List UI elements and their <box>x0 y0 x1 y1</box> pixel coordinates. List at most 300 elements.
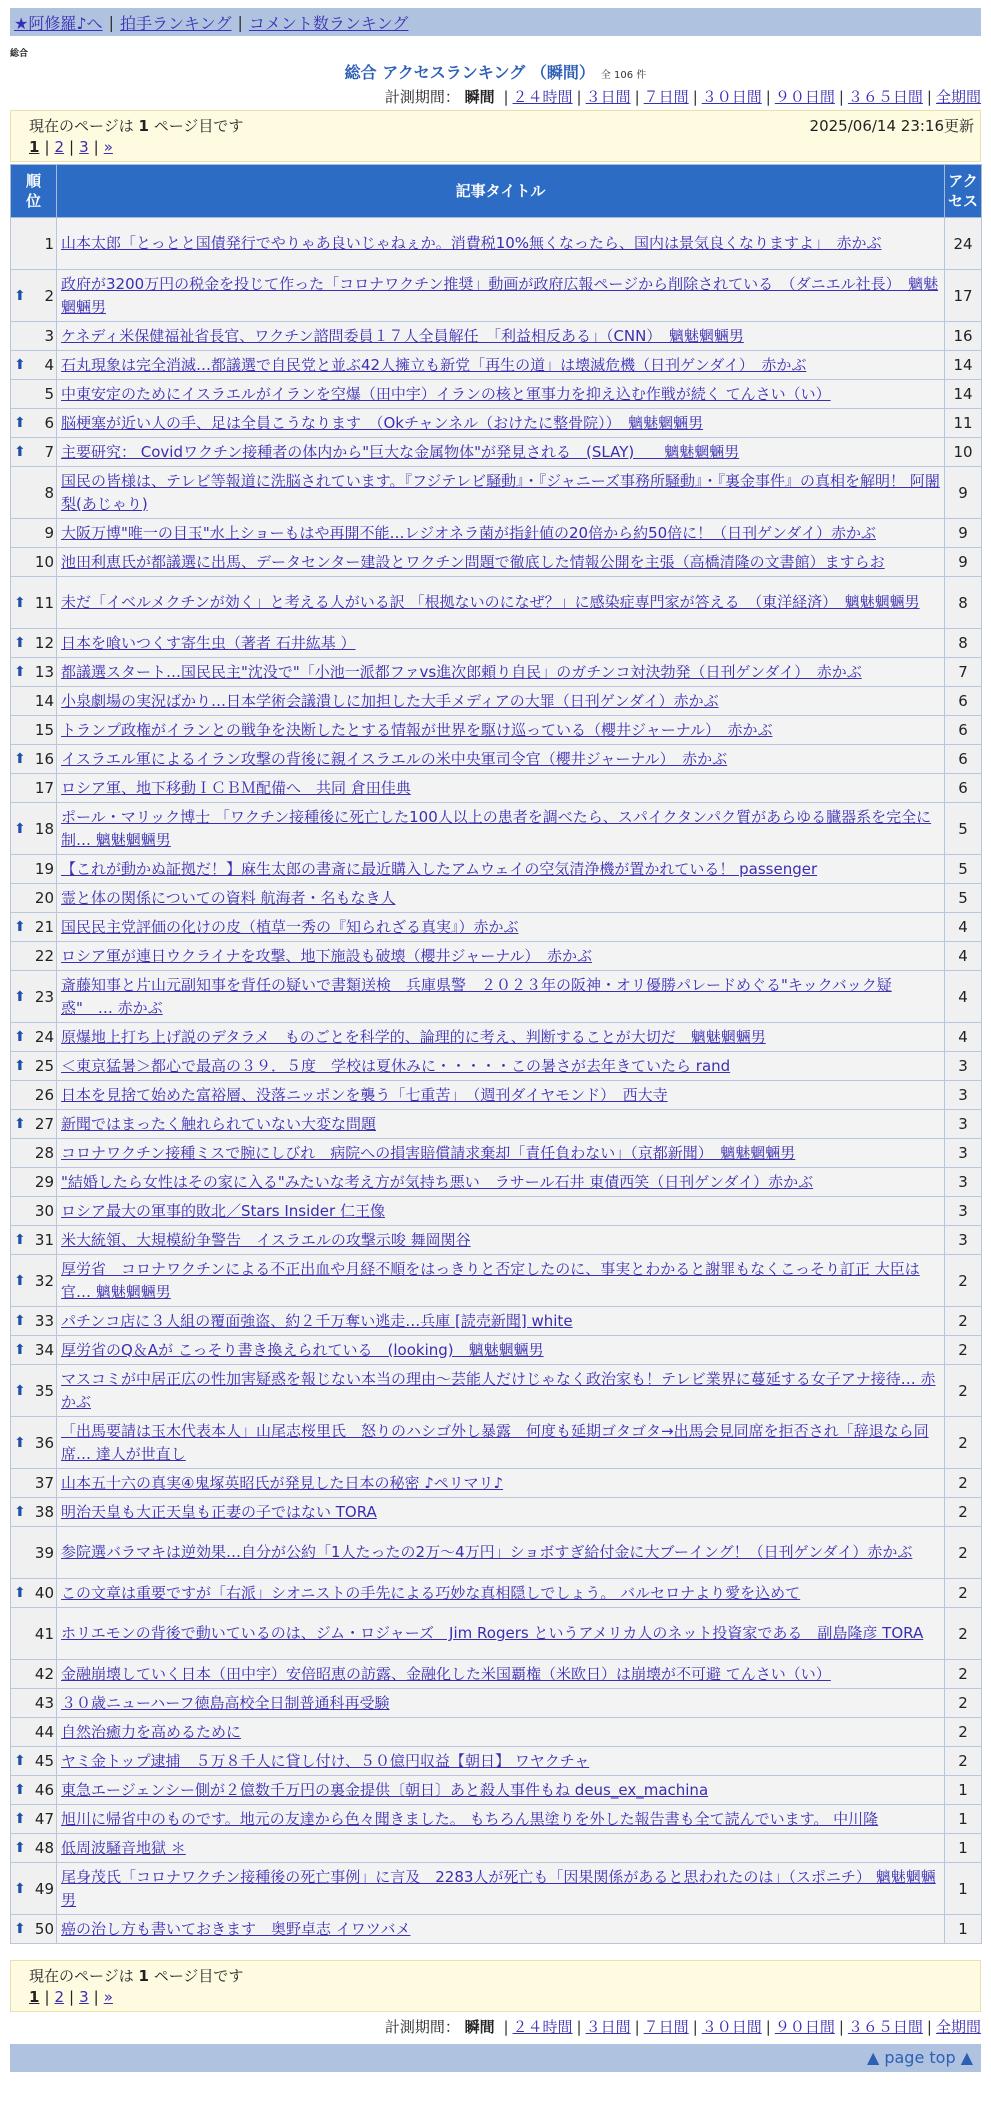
access-count: 2 <box>945 1608 982 1660</box>
page-info-top <box>10 110 981 162</box>
title-cell <box>57 1307 945 1336</box>
article-title-link[interactable]: "結婚したら女性はその家に入る"みたいな考え方が気持ち悪い ラサール石井 東債西笑（日刊ゲンダイ）赤かぶ <box>61 1172 814 1191</box>
up-arrow-icon: ⬆ <box>14 357 26 373</box>
up-arrow-icon: ⬆ <box>14 1313 26 1329</box>
rank-number: 13 <box>34 663 54 681</box>
article-title-link[interactable]: 池田利恵氏が都議選に出馬、データセンター建設とワクチン問題で徹底した情報公開を主張（高橋清隆の文書館）ますらお <box>61 552 885 571</box>
rank-number: 49 <box>34 1879 54 1898</box>
rank-cell <box>11 1168 57 1197</box>
rank-number: 26 <box>34 1086 54 1104</box>
rank-cell <box>11 1608 57 1660</box>
rank-cell <box>11 519 57 548</box>
rank-cell <box>11 1805 57 1834</box>
rank-cell <box>11 322 57 351</box>
period-separator: | <box>838 2018 844 2036</box>
ranking-table <box>10 164 982 1944</box>
access-count: 6 <box>945 687 982 716</box>
access-count: 1 <box>945 1805 982 1834</box>
rank-cell <box>11 1226 57 1255</box>
rank-cell <box>11 1336 57 1365</box>
access-count: 16 <box>945 322 982 351</box>
column-header-access <box>945 165 982 218</box>
rank-cell <box>11 1834 57 1863</box>
access-count: 4 <box>945 913 982 942</box>
title-cell <box>57 519 945 548</box>
article-title-link[interactable]: 山本五十六の真実④鬼塚英昭氏が発見した日本の秘密 ♪ペリマリ♪ <box>61 1473 504 1492</box>
period-option-link[interactable]: ９０日間 <box>774 88 835 106</box>
title-cell <box>57 270 945 322</box>
access-count: 17 <box>945 270 982 322</box>
title-cell <box>57 884 945 913</box>
title-cell <box>57 716 945 745</box>
table-row <box>11 1608 982 1660</box>
title-cell <box>57 1365 945 1417</box>
table-row <box>11 1689 982 1718</box>
rank-cell <box>11 1527 57 1579</box>
article-title-link[interactable]: この文章は重要ですが「右派」シオニストの手先による巧妙な真相隠しでしょう。 バルセロナより愛を込めて <box>61 1583 801 1602</box>
period-option-link[interactable]: ３日間 <box>585 2018 631 2036</box>
article-title-link[interactable]: 未だ「イベルメクチンが効く」と考える人がいる訳 「根拠ないのになぜ？」に感染症専門家が答える （東洋経済） 魑魅魍魎男 <box>61 593 920 611</box>
access-count: 1 <box>945 1834 982 1863</box>
table-row <box>11 1139 982 1168</box>
updated-timestamp: 2025/06/14 23:16更新 <box>809 117 974 135</box>
article-title-link[interactable]: 都議選スタート…国民民主"沈没で"「小池一派都ファvs進次郎頼り自民」のガチンコ対決勃発（日刊ゲンダイ） 赤かぶ <box>61 662 862 681</box>
access-count: 3 <box>945 1168 982 1197</box>
period-option-link[interactable]: ３６５日間 <box>847 88 923 106</box>
rank-number: 41 <box>34 1624 54 1643</box>
title-cell <box>57 1747 945 1776</box>
access-count: 3 <box>945 1052 982 1081</box>
article-title-link[interactable]: 山本太郎「とっとと国債発行でやりゃあ良いじゃねぇか。消費税10%無くなったら、国内は景気良くなりますよ」 赤かぶ <box>61 234 882 252</box>
rank-number: 4 <box>44 356 54 374</box>
article-title-link[interactable]: ３０歳ニューハーフ徳島高校全日制普通科再受験 <box>61 1693 390 1712</box>
current-page-suffix: ページ目です <box>153 117 244 135</box>
current-page-text-bottom <box>29 1965 243 1986</box>
up-arrow-icon: ⬆ <box>14 594 26 611</box>
title-cell <box>57 629 945 658</box>
rank-number: 1 <box>44 234 54 253</box>
article-title-link[interactable]: ロシア最大の軍事的敗北／Stars Insider 仁王像 <box>61 1201 385 1220</box>
pager-separator: | <box>93 1988 99 2006</box>
table-row <box>11 351 982 380</box>
rank-number: 19 <box>34 860 54 878</box>
access-count: 2 <box>945 1469 982 1498</box>
title-cell <box>57 1081 945 1110</box>
table-row <box>11 270 982 322</box>
table-row <box>11 1110 982 1139</box>
up-arrow-icon: ⬆ <box>14 1058 26 1074</box>
access-count: 2 <box>945 1579 982 1608</box>
column-header-rank-text: 順位 <box>25 172 41 210</box>
article-title-link[interactable]: ホリエモンの背後で動いているのは、ジム・ロジャーズ Jim Rogers というアメリカ人のネット投資家である 副島隆彦 TORA <box>61 1624 924 1642</box>
title-cell <box>57 548 945 577</box>
article-title-link[interactable]: ロシア軍、地下移動ＩＣＢＭ配備へ 共同 倉田佳典 <box>61 778 411 797</box>
period-option-link[interactable]: ３０日間 <box>701 2018 762 2036</box>
article-title-link[interactable]: 主要研究： Covidワクチン接種者の体内から"巨大な金属物体"が発見される (SLAY) 魑魅魍魎男 <box>61 442 740 461</box>
title-cell <box>57 467 945 519</box>
article-title-link[interactable]: 癌の治し方も書いておきます 奥野卓志 イワツバメ <box>61 1919 411 1938</box>
article-title-link[interactable]: 小泉劇場の実況ばかり…日本学術会議潰しに加担した大手メディアの大罪（日刊ゲンダイ）赤かぶ <box>61 691 719 710</box>
title-cell <box>57 380 945 409</box>
period-separator: | <box>576 2018 582 2036</box>
article-title-link[interactable]: 自然治癒力を高めるために <box>61 1722 242 1741</box>
period-option-link[interactable]: ３６５日間 <box>847 2018 923 2036</box>
article-title-link[interactable]: マスコミが中居正広の性加害疑惑を報じない本当の理由〜芸能人だけじゃなく政治家も！テレビ業界に蔓延する女子アナ接待… 赤かぶ <box>61 1369 936 1411</box>
table-row <box>11 884 982 913</box>
title-cell <box>57 913 945 942</box>
rank-number: 36 <box>34 1433 54 1452</box>
pager-bottom <box>29 1988 113 2006</box>
article-title-link[interactable]: 厚労省 コロナワクチンによる不正出血や月経不順をはっきりと否定したのに、事実とわかると謝罪もなくこっそり訂正 大臣は官… 魑魅魍魎男 <box>61 1259 920 1301</box>
article-title-link[interactable]: 石丸現象は完全消滅…都議選で自民党と並ぶ42人擁立も新党「再生の道」は壊滅危機（日刊ゲンダイ） 赤かぶ <box>61 355 807 374</box>
rank-number: 22 <box>34 947 54 965</box>
rank-number: 7 <box>44 443 54 461</box>
rank-cell <box>11 1365 57 1417</box>
article-title-link[interactable]: ケネディ米保健福祉省長官、ワクチン諮問委員１７人全員解任 「利益相反ある」（CNN） 魑魅魍魎男 <box>61 326 744 345</box>
access-count: 7 <box>945 658 982 687</box>
access-count: 4 <box>945 971 982 1023</box>
table-row <box>11 1023 982 1052</box>
article-title-link[interactable]: 国民の皆様は、テレビ等報道に洗脳されています。『フジテレビ騒動』・『ジャニーズ事務所騒動』・『裏金事件』の真相を解明！ 阿闍梨(あじゃり) <box>61 471 940 513</box>
rank-number: 39 <box>34 1543 54 1562</box>
access-count: 2 <box>945 1255 982 1307</box>
access-count: 14 <box>945 351 982 380</box>
rank-number: 17 <box>34 779 54 797</box>
period-option-link[interactable]: ３０日間 <box>701 88 762 106</box>
article-title-link[interactable]: コロナワクチン接種ミスで腕にしびれ 病院への損害賠償請求棄却「責任負わない」（京都新聞） 魑魅魍魎男 <box>61 1143 796 1162</box>
access-count: 1 <box>945 1863 982 1915</box>
pager-page-link[interactable]: 3 <box>79 138 89 156</box>
up-arrow-icon: ⬆ <box>14 1782 26 1798</box>
rank-cell <box>11 913 57 942</box>
rank-cell <box>11 380 57 409</box>
pager-page-link[interactable]: 2 <box>54 1988 65 2006</box>
access-count: 6 <box>945 716 982 745</box>
rank-cell <box>11 884 57 913</box>
pager-separator: | <box>44 1988 50 2006</box>
article-title-link[interactable]: 旭川に帰省中のものです。地元の友達から色々聞きました。 もちろん黒塗りを外した報告書も全て読んでいます。 中川隆 <box>61 1809 879 1828</box>
table-row <box>11 1168 982 1197</box>
period-option-link[interactable]: ２４時間 <box>512 2018 573 2036</box>
article-title-link[interactable]: 新聞ではまったく触れられていない大変な問題 <box>61 1114 377 1133</box>
access-count: 5 <box>945 803 982 855</box>
title-cell <box>57 322 945 351</box>
access-count: 2 <box>945 1498 982 1527</box>
rank-cell <box>11 270 57 322</box>
rank-number: 28 <box>34 1144 54 1162</box>
article-title-link[interactable]: 米大統領、大規模紛争警告 イスラエルの攻撃示唆 舞岡関谷 <box>61 1230 471 1249</box>
article-title-link[interactable]: イスラエル軍によるイラン攻撃の背後に親イスラエルの米中央軍司令官（櫻井ジャーナル） 赤かぶ <box>61 749 728 768</box>
home-link[interactable]: ★阿修羅♪へ <box>14 13 103 33</box>
up-arrow-icon: ⬆ <box>14 664 26 680</box>
access-count: 9 <box>945 467 982 519</box>
rank-number: 47 <box>34 1810 54 1828</box>
rank-number: 25 <box>34 1057 54 1075</box>
access-count: 2 <box>945 1417 982 1469</box>
rank-number: 32 <box>34 1271 54 1290</box>
rank-cell <box>11 1023 57 1052</box>
rank-number: 50 <box>34 1920 54 1938</box>
table-row <box>11 218 982 270</box>
title-cell <box>57 1197 945 1226</box>
period-selector-top <box>385 86 981 107</box>
pager-page-link[interactable]: 3 <box>79 1988 89 2006</box>
rank-number: 18 <box>34 819 54 838</box>
rank-number: 43 <box>34 1694 54 1712</box>
title-cell <box>57 1255 945 1307</box>
table-row <box>11 745 982 774</box>
table-row <box>11 1718 982 1747</box>
title-cell <box>57 745 945 774</box>
table-row <box>11 803 982 855</box>
table-row <box>11 438 982 467</box>
pager-current: 1 <box>29 138 40 156</box>
table-row <box>11 1052 982 1081</box>
article-title-link[interactable]: 参院選バラマキは逆効果…自分が公約「1人たったの2万〜4万円」ショボすぎ給付金に大ブーイング！（日刊ゲンダイ）赤かぶ <box>61 1543 913 1561</box>
article-title-link[interactable]: 尾身茂氏「コロナワクチン接種後の死亡事例」に言及 2283人が死亡も「因果関係があると思われたのは」（スポニチ） 魑魅魍魎男 <box>61 1867 936 1909</box>
article-title-link[interactable]: 霊と体の関係についての資料 航海者・名もなき人 <box>61 888 396 907</box>
access-count: 9 <box>945 548 982 577</box>
table-row <box>11 1805 982 1834</box>
access-count: 3 <box>945 1110 982 1139</box>
table-row <box>11 716 982 745</box>
rank-cell <box>11 1863 57 1915</box>
table-row <box>11 577 982 629</box>
rank-cell <box>11 687 57 716</box>
rank-number: 15 <box>34 721 54 739</box>
title-cell <box>57 1718 945 1747</box>
title-cell <box>57 1776 945 1805</box>
title-cell <box>57 1915 945 1944</box>
rank-number: 11 <box>34 593 54 612</box>
up-arrow-icon: ⬆ <box>14 1504 26 1520</box>
rank-number: 35 <box>34 1381 54 1400</box>
article-title-link[interactable]: ヤミ金トップ逮捕 ５万８千人に貸し付け、５０億円収益【朝日】 ワヤクチャ <box>61 1751 590 1770</box>
table-row <box>11 1336 982 1365</box>
article-title-link[interactable]: 金融崩壊していく日本（田中宇）安倍昭恵の訪露、金融化した米国覇権（米欧日）は崩壊が不可避 てんさい（い） <box>61 1664 831 1683</box>
rank-number: 34 <box>34 1341 54 1359</box>
rank-number: 46 <box>34 1781 54 1799</box>
up-arrow-icon: ⬆ <box>14 415 26 431</box>
article-title-link[interactable]: ポール・マリック博士 「ワクチン接種後に死亡した100人以上の患者を調べたら、スパイクタンパク質があらゆる臓器系を完全に制… 魑魅魍魎男 <box>61 807 932 849</box>
rank-cell <box>11 1689 57 1718</box>
access-count: 2 <box>945 1336 982 1365</box>
article-title-link[interactable]: 国民民主党評価の化けの皮（植草一秀の『知られざる真実』）赤かぶ <box>61 917 519 936</box>
access-count: 2 <box>945 1307 982 1336</box>
up-arrow-icon: ⬆ <box>14 1116 26 1132</box>
up-arrow-icon: ⬆ <box>14 1753 26 1769</box>
period-separator: | <box>838 88 844 106</box>
rank-number: 40 <box>34 1584 54 1602</box>
rank-cell <box>11 351 57 380</box>
rank-cell <box>11 1081 57 1110</box>
current-page-prefix: 現在のページは <box>29 1967 134 1985</box>
table-row <box>11 380 982 409</box>
period-options <box>499 88 981 106</box>
up-arrow-icon: ⬆ <box>14 1342 26 1358</box>
table-row <box>11 658 982 687</box>
access-count: 5 <box>945 884 982 913</box>
table-row <box>11 519 982 548</box>
rank-number: 10 <box>34 553 54 571</box>
article-title-link[interactable]: 「出馬要請は玉木代表本人」山尾志桜里氏 怒りのハシゴ外し暴露 何度も延期ゴタゴタ→出馬会見同席を拒否され「辞退なら同席… 達人が世直し <box>61 1421 929 1463</box>
title-cell <box>57 942 945 971</box>
up-arrow-icon: ⬆ <box>14 919 26 935</box>
column-header-title: 記事タイトル <box>57 165 945 218</box>
rank-number: 37 <box>34 1474 54 1492</box>
access-count: 2 <box>945 1660 982 1689</box>
up-arrow-icon: ⬆ <box>14 820 26 837</box>
period-option-link[interactable]: 全期間 <box>935 2018 981 2036</box>
clap-ranking-link[interactable]: 拍手ランキング <box>119 13 232 33</box>
article-title-link[interactable]: 大阪万博"唯一の目玉"水上ショーもはや再開不能…レジオネラ菌が指針値の20倍から約50倍に！（日刊ゲンダイ）赤かぶ <box>61 523 876 542</box>
access-count: 1 <box>945 1776 982 1805</box>
up-arrow-icon: ⬆ <box>14 1880 26 1897</box>
up-arrow-icon: ⬆ <box>14 1811 26 1827</box>
top-navigation <box>10 8 981 36</box>
pager-next-link[interactable]: » <box>103 138 113 156</box>
period-separator: | <box>926 88 932 106</box>
table-row <box>11 1863 982 1915</box>
table-row <box>11 467 982 519</box>
access-count: 9 <box>945 519 982 548</box>
title-cell <box>57 1689 945 1718</box>
article-title-link[interactable]: 斎藤知事と片山元副知事を背任の疑いで書類送検 兵庫県警 ２０２３年の阪神・オリ優勝パレードめぐる"キックバック疑惑" … 赤かぶ <box>61 975 892 1017</box>
table-row <box>11 971 982 1023</box>
access-count: 6 <box>945 745 982 774</box>
up-arrow-icon: ⬆ <box>14 1921 26 1937</box>
total-count: 全 106 件 <box>600 70 647 81</box>
rank-cell <box>11 1139 57 1168</box>
rank-cell <box>11 658 57 687</box>
table-row <box>11 1498 982 1527</box>
title-cell <box>57 1579 945 1608</box>
period-current: 瞬間 <box>464 2018 495 2036</box>
rank-cell <box>11 1417 57 1469</box>
table-row <box>11 1081 982 1110</box>
up-arrow-icon: ⬆ <box>14 1272 26 1289</box>
article-title-link[interactable]: 政府が3200万円の税金を投じて作った「コロナワクチン推奨」動画が政府広報ページから削除されている （ダニエル社長） 魑魅魍魎男 <box>61 274 939 316</box>
article-title-link[interactable]: 厚労省のQ＆Aが こっそり書き換えられている (looking) 魑魅魍魎男 <box>61 1340 544 1359</box>
period-option-link[interactable]: ９０日間 <box>774 2018 835 2036</box>
article-title-link[interactable]: 低周波騒音地獄 ＊ <box>61 1838 186 1857</box>
period-option-link[interactable]: ７日間 <box>643 2018 689 2036</box>
article-title-link[interactable]: ロシア軍が連日ウクライナを攻撃、地下施設も破壊（櫻井ジャーナル） 赤かぶ <box>61 946 593 965</box>
article-title-link[interactable]: トランプ政権がイランとの戦争を決断したとする情報が世界を駆け巡っている（櫻井ジャーナル） 赤かぶ <box>61 720 773 739</box>
current-page-number: 1 <box>138 117 149 135</box>
up-arrow-icon: ⬆ <box>14 1029 26 1045</box>
current-page-suffix: ページ目です <box>153 1967 244 1985</box>
article-title-link[interactable]: 明治天皇も大正天皇も正妻の子ではない TORA <box>61 1502 377 1521</box>
up-arrow-icon: ⬆ <box>14 1232 26 1248</box>
article-title-link[interactable]: 東急エージェンシー側が２億数千万円の裏金提供〔朝日〕あと殺人事件もね deus_ex_machina <box>61 1780 709 1799</box>
title-cell <box>57 1805 945 1834</box>
article-title-link[interactable]: パチンコ店に３人組の覆面強盗、約２千万奪い逃走…兵庫 [読売新聞] white <box>61 1311 573 1330</box>
article-title-link[interactable]: ＜東京猛暑＞都心で最高の３９．５度 学校は夏休みに・・・・・この暑さが去年きていたら rand <box>61 1056 731 1075</box>
comment-ranking-link[interactable]: コメント数ランキング <box>248 13 409 33</box>
article-title-link[interactable]: 中東安定のためにイスラエルがイランを空爆（田中宇）イランの核と軍事力を抑え込む作戦が続く てんさい（い） <box>61 384 831 403</box>
rank-number: 6 <box>44 414 54 432</box>
title-cell <box>57 1660 945 1689</box>
table-row <box>11 687 982 716</box>
rank-cell <box>11 548 57 577</box>
rank-cell <box>11 1255 57 1307</box>
table-row <box>11 1579 982 1608</box>
title-cell <box>57 1139 945 1168</box>
table-row <box>11 1226 982 1255</box>
article-title-link[interactable]: 脳梗塞が近い人の手、足は全員こうなります （Okチャンネル（おけたに整骨院）） 魑魅魍魎男 <box>61 413 704 432</box>
title-cell <box>57 409 945 438</box>
title-cell <box>57 687 945 716</box>
access-count: 14 <box>945 380 982 409</box>
article-title-link[interactable]: 日本を見捨て始めた富裕層、没落ニッポンを襲う「七重苦」 （週刊ダイヤモンド） 西大寺 <box>61 1085 668 1104</box>
rank-cell <box>11 716 57 745</box>
nav-separator: | <box>108 12 114 32</box>
access-count: 8 <box>945 629 982 658</box>
page-top-link[interactable]: ▲ page top ▲ <box>866 2048 973 2067</box>
period-option-link[interactable]: ３日間 <box>585 88 631 106</box>
rank-cell <box>11 577 57 629</box>
rank-number: 2 <box>44 286 54 305</box>
table-row <box>11 1307 982 1336</box>
article-title-link[interactable]: 日本を喰いつくす寄生虫（著者 石井紘基 ） <box>61 633 356 652</box>
up-arrow-icon: ⬆ <box>14 988 26 1005</box>
period-separator: | <box>634 2018 640 2036</box>
article-title-link[interactable]: 【これが動かぬ証拠だ！】麻生太郎の書斎に最近購入したアムウェイの空気清浄機が置かれている！ passenger <box>61 859 818 878</box>
title-cell <box>57 1226 945 1255</box>
rank-number: 38 <box>34 1503 54 1521</box>
period-option-link[interactable]: ７日間 <box>643 88 689 106</box>
rank-number: 33 <box>34 1312 54 1330</box>
rank-number: 48 <box>34 1839 54 1857</box>
title-cell <box>57 1527 945 1579</box>
access-count: 5 <box>945 855 982 884</box>
access-count: 6 <box>945 774 982 803</box>
access-count: 10 <box>945 438 982 467</box>
table-row <box>11 1915 982 1944</box>
access-count: 2 <box>945 1527 982 1579</box>
pager-page-link[interactable]: 2 <box>54 138 65 156</box>
table-row <box>11 774 982 803</box>
article-title-link[interactable]: 原爆地上打ち上げ説のデタラメ ものごとを科学的、論理的に考え、判断することが大切だ 魑魅魍魎男 <box>61 1027 766 1046</box>
current-page-prefix: 現在のページは <box>29 117 134 135</box>
access-count: 24 <box>945 218 982 270</box>
rank-cell <box>11 467 57 519</box>
title-cell <box>57 1023 945 1052</box>
current-page-text <box>29 115 243 136</box>
title-cell <box>57 1052 945 1081</box>
up-arrow-icon: ⬆ <box>14 635 26 651</box>
title-cell <box>57 1417 945 1469</box>
period-option-link[interactable]: 全期間 <box>935 88 981 106</box>
pager-next-link[interactable]: » <box>103 1988 113 2006</box>
table-row <box>11 409 982 438</box>
rank-cell <box>11 1307 57 1336</box>
up-arrow-icon: ⬆ <box>14 444 26 460</box>
period-separator: | <box>576 88 582 106</box>
rank-cell <box>11 1660 57 1689</box>
period-option-link[interactable]: ２４時間 <box>512 88 573 106</box>
rank-number: 23 <box>34 987 54 1006</box>
page-info-bottom <box>10 1960 981 2012</box>
rank-cell <box>11 803 57 855</box>
period-label: 計測期間： <box>384 2018 460 2036</box>
table-row <box>11 1776 982 1805</box>
rank-cell <box>11 218 57 270</box>
rank-cell <box>11 1776 57 1805</box>
rank-cell <box>11 438 57 467</box>
period-separator: | <box>634 88 640 106</box>
